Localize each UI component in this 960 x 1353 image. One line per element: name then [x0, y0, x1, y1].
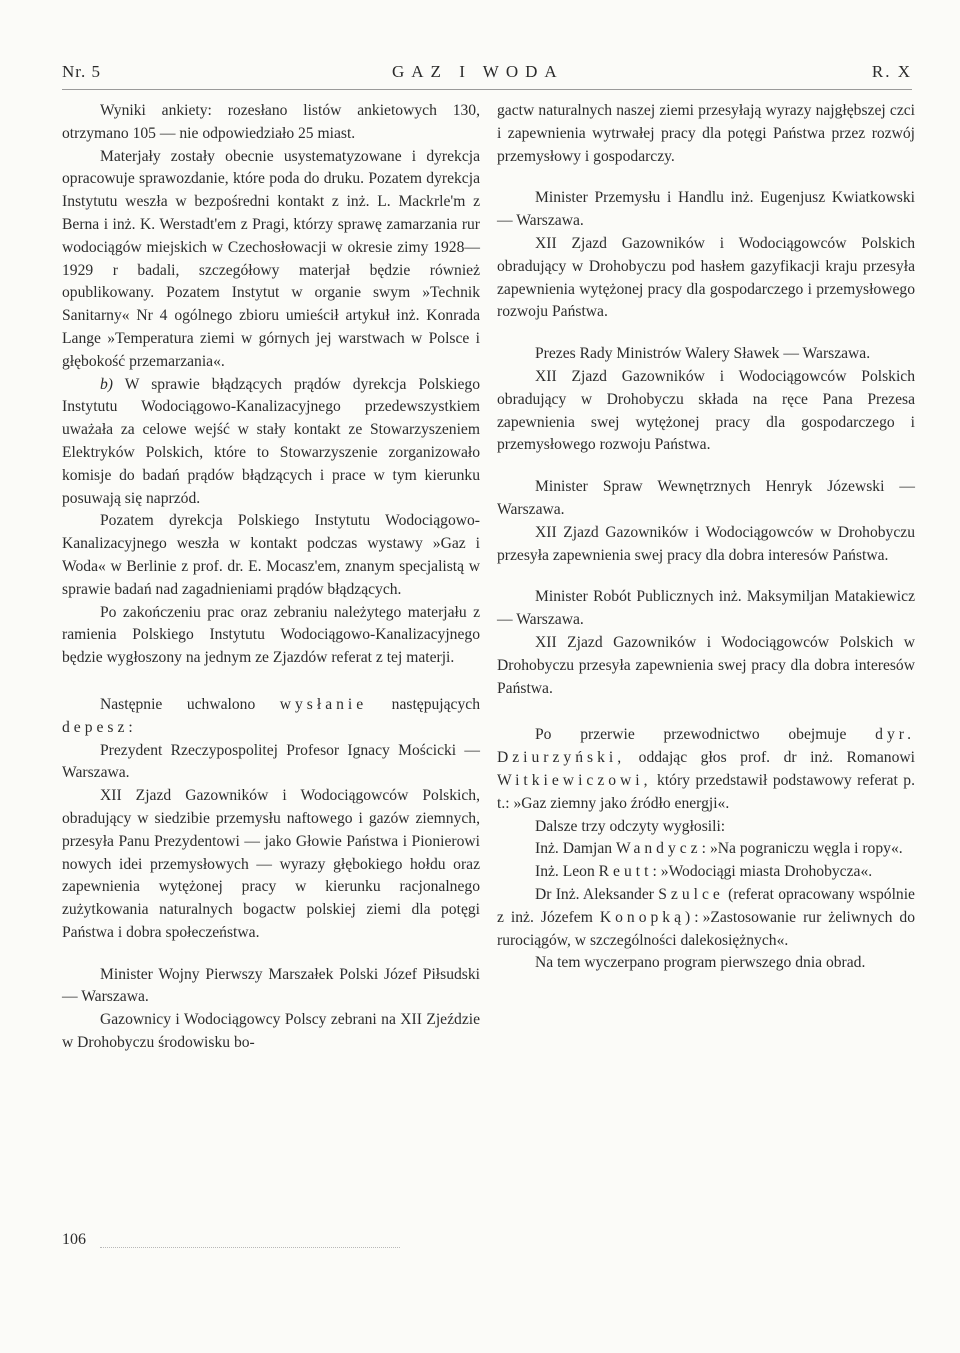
telegram-body: XII Zjazd Gazowników i Wodociągowców w Drohobyczu przesyła zapewnienia swej pracy dla dobra interesów Państwa. — [497, 523, 915, 564]
text-span: Po przerwie przewodnictwo obejmuje — [535, 726, 847, 744]
telegram-body: XII Zjazd Gazowników i Wodociągowców Polskich, obradujący w siedzibie przemysłu naftowego i gazów ziemnych, przesyła Panu Prezydentowi — jako Głowie Państwa i Pionierowi nowych idei przemysłowych — wyrazy głębokiego hołdu oraz zapewnienia wytężonej pracy w kierunku racjonalnego zużytkowania naturalnych bogactw polskiej ziemi dla potęgi Państwa i dobra społeczeństwa. — [62, 787, 480, 941]
spaced-text: dyr. Dziurzyński, — [497, 726, 915, 767]
telegram-address: Minister Robót Publicznych inż. Maksymiljan Matakiewicz — Warszawa. — [497, 588, 915, 629]
spaced-text: Wandycz: — [615, 840, 710, 858]
text-span: Dr Inż. Aleksander — [535, 885, 654, 903]
spaced-text: wysłanie — [279, 695, 368, 713]
paragraph: Na tem wyczerpano program pierwszego dnia obrad. — [535, 954, 866, 972]
paragraph: Dalsze trzy odczyty wygłosili: — [535, 817, 726, 835]
text-span: następujących — [391, 695, 480, 713]
paragraph: Materjały zostały obecnie usystematyzowane i dyrekcja opracowuje sprawozdanie, które poda do druku. Pozatem dyrekcja Instytutu weszła w bezpośredni kontakt z inż. L. Mackrle'm z Berna i inż. K. Werstadt'em z Pragi, którzy sprawę zamarzania rur wodociągów miejskich w Czechosłowacji w okresie zimy 1928—1929 r badali, szczegółowy materjał będzie również opublikowany. Pozatem Instytut w organie swym »Technik Sanitarny« Nr 4 ogólnego zbioru umieścił artykuł inż. Konrada Lange »Temperatura ziemi w górnych jej warstwach w Polsce i głębokość przemarzania«. — [62, 147, 480, 370]
text-span: oddając głos prof. dr inż. Romanowi — [638, 749, 915, 767]
telegram-body: Gazownicy i Wodociągowcy Polscy zebrani na XII Zjeździe w Drohobyczu środowisku bo- — [62, 1011, 480, 1052]
page-number: 106 — [62, 1231, 86, 1248]
telegram-address: Minister Przemysłu i Handlu inż. Eugenjusz Kwiatkowski — Warszawa. — [497, 189, 915, 230]
spaced-text: Konopką): — [599, 908, 703, 926]
telegram-address: Prezes Rady Ministrów Walery Sławek — Warszawa. — [535, 345, 871, 363]
paragraph — [62, 694, 480, 740]
paragraph: Pozatem dyrekcja Polskiego Instytutu Wodociągowo-Kanalizacyjnego weszła w kontakt podczas wystawy »Gaz i Woda« w Berlinie z prof. dr. E. Mocasz'em, znanym specjalistą w sprawie badań nad zagadnieniami prądów błądzących. — [62, 512, 480, 598]
paragraph — [62, 374, 480, 511]
text-span: Następnie uchwalono — [100, 695, 256, 713]
spaced-text: Reutt: — [598, 863, 661, 881]
paragraph-label: b) — [100, 375, 113, 393]
issue-number: Nr. 5 — [62, 62, 101, 81]
text-span: »Zastosowanie rur żeliwnych do rurociągów, w szczególności dalekosiężnych«. — [497, 908, 915, 949]
paragraph: Wyniki ankiety: rozesłano listów ankietowych 130, otrzymano 105 — nie odpowiedziało 25 miast. — [62, 102, 480, 142]
telegram-body: gactw naturalnych naszej ziemi przesyłają wyrazy najgłębszej czci i zapewnienia wytrwałej pracy dla potęgi Państwa przez rozwój przemysłowy i gospodarczy. — [497, 102, 915, 165]
paragraph — [497, 724, 915, 815]
spaced-text: Witkiewiczowi, — [497, 771, 652, 789]
left-column — [62, 100, 480, 1055]
text-span: »Na pograniczu węgla i ropy«. — [709, 840, 903, 858]
right-column — [497, 100, 915, 975]
journal-title: GAZ I WODA — [392, 62, 564, 81]
header-rule — [62, 89, 912, 90]
telegram-address: Minister Wojny Pierwszy Marszałek Polski Józef Piłsudski — Warszawa. — [62, 965, 480, 1006]
volume-number: R. X — [871, 62, 912, 81]
paragraph — [497, 838, 915, 861]
paragraph-text: W sprawie błądzących prądów dyrekcja Polskiego Instytutu Wodociągowo-Kanalizacyjnego przedewszystkiem uważała za celowe wejść w stały kontakt ze Stowarzyszeniem Elektryków Polskich, które to Stowarzyszenie zorganizowało komisje do badań prądów błądzących i prace w tym kierunku posuwają się naprzód. — [62, 375, 480, 507]
telegram-body: XII Zjazd Gazowników i Wodociągowców Polskich obradujący w Drohobyczu składa na ręce Pana Prezesa zapewnienia swej wytężonej pracy dla gospodarczego i przemysłowego rozwoju Państwa. — [497, 367, 915, 454]
telegram-address: Minister Spraw Wewnętrznych Henryk Józewski — Warszawa. — [497, 478, 915, 518]
text-span: który przedstawił podstawowy referat p. t.: »Gaz ziemny jako źródło energji«. — [497, 771, 915, 812]
paragraph — [497, 861, 915, 884]
footer-rule — [100, 1247, 400, 1248]
text-span: (referat opracowany wspólnie z inż. Józefem — [497, 885, 915, 926]
telegram-body: XII Zjazd Gazowników i Wodociągowców Polskich obradujący w Drohobyczu pod hasłem gazyfikacji kraju przesyła zapewnienia wytężonej pracy dla gospodarczego i przemysłowego rozwoju Państwa. — [497, 234, 915, 321]
text-span: »Wodociągi miasta Drohobycza«. — [660, 863, 873, 881]
paragraph: Po zakończeniu prac oraz zebraniu należytego materjału z ramienia Polskiego Instytutu Wodociągowo-Kanalizacyjnego będzie wygłoszony na jednym ze Zjazdów referat z tej materji. — [62, 603, 480, 667]
spaced-text: Szulce — [658, 885, 724, 903]
text-span: Inż. Leon — [535, 863, 595, 881]
text-span: Inż. Damjan — [535, 840, 613, 858]
spaced-text: depesz: — [62, 718, 137, 736]
telegram-body: XII Zjazd Gazowników i Wodociągowców Polskich w Drohobyczu przesyła zapewnienia swej pracy dla dobra interesów Państwa. — [497, 633, 915, 697]
telegram-address: Prezydent Rzeczypospolitej Profesor Ignacy Mościcki — Warszawa. — [62, 741, 480, 782]
paragraph — [497, 884, 915, 952]
page-header — [62, 62, 912, 88]
